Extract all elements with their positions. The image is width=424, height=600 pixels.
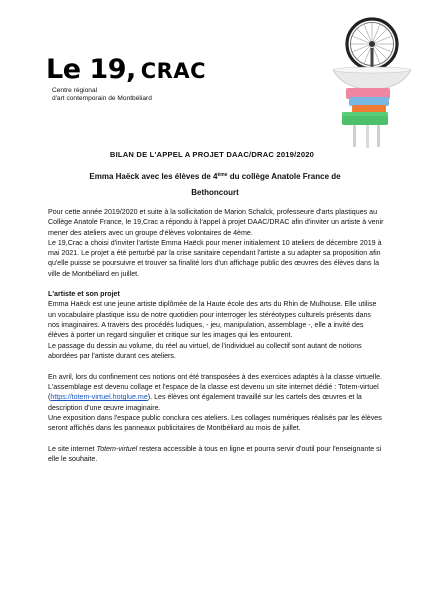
logo — [46, 56, 206, 103]
section-heading: L'artiste et son projet — [48, 290, 120, 299]
logo-wordmark — [46, 56, 206, 85]
paragraph-confinement-text-2: ). Les élèves ont également travaillé sur les cartels des œuvres et la description d'une œuvre imaginaire. — [48, 393, 362, 412]
logo-brand: Le 19, — [46, 54, 136, 85]
subtitle — [60, 169, 370, 201]
bicycle-wheel-sculpture-icon — [330, 14, 416, 148]
paragraph-confinement-text: En avril, lors du confinement ces notions ont été transposées à des exercices adaptés à la classe virtuelle. L'assemblage est devenu collage et l'espace de la classe est devenu un site internet dédié : Totem-virtuel — [48, 372, 382, 391]
paragraph-artist: Emma Haëck est une jeune artiste diplômée de la Haute école des arts du Rhin de Mulhouse. Elle utilise un vocabulaire plastique issu de notre quotidien pour interroger les stéréotypes culturels présents dans nos imaginaires. A travers des procédés ludiques, - jeu, manipulation, assemblage -, elle a invité des élèves à porter un regard singulier et critique sur les images qui les entourent. — [48, 300, 377, 340]
paragraph-confinement — [48, 372, 384, 413]
subtitle-superscript: ème — [217, 172, 228, 178]
paragraph-notions: Le passage du dessin au volume, du réel au virtuel, de l'individuel au collectif sont autant de notions abordées par l'artiste durant ces ateliers. — [48, 341, 362, 360]
page-title: BILAN DE L'APPEL A PROJET DAAC/DRAC 2019/2020 — [109, 150, 315, 159]
subtitle-text: Emma Haëck avec les élèves de 4 — [89, 172, 218, 181]
paragraph-website-text: Le site internet — [48, 444, 97, 453]
logo-line-1: Centre régional — [52, 87, 98, 94]
website-link[interactable]: https://totem-virtuel.hotglue.me — [50, 393, 148, 402]
paragraph-project: Le 19,Crac a choisi d'inviter l'artiste Emma Haëck pour mener initialement 10 ateliers de décembre 2019 à mai 2021. Le projet a été perturbé par la crise sanitaire cependant l'artiste a su adapter sa proposition afin qu'elle puisse se poursuivre et trouver sa finalité lors d'un affichage public des œuvres des élèves dans la ville de Montbéliard en juillet. — [48, 238, 382, 278]
document-body — [48, 207, 384, 465]
website-name: Totem-virtuel — [96, 444, 138, 453]
paren-open: ( — [48, 393, 51, 402]
paragraph-intro: Pour cette année 2019/2020 et suite à la sollicitation de Marion Schalck, professeure d'arts plastiques au Collège Anatole France, le 19,Crac a répondu à l'appel à projet DAAC/DRAC afin d'inviter un artiste à venir mener des ateliers avec un groupe d'élèves volontaires de 4ème. — [48, 208, 384, 237]
logo-crac: CRAC — [140, 59, 206, 83]
logo-subtitle — [52, 87, 206, 103]
paragraph-exhibition: Une exposition dans l'espace public conclura ces ateliers. Les collages numériques réalisés par les élèves seront affichés dans les panneaux publicitaires de Montbéliard au mois de juillet. — [48, 413, 382, 433]
subtitle-text-cont: du collège Anatole France de — [227, 172, 341, 181]
paragraph-website-text-2: restera accessible à tous en ligne et pourra servir d'outil pour l'enseignante si elle le souhaite. — [48, 444, 382, 464]
paragraph-website — [48, 444, 384, 465]
logo-line-2: d'art contemporain de Montbéliard — [52, 95, 152, 103]
subtitle-line-2: Bethoncourt — [191, 188, 239, 197]
